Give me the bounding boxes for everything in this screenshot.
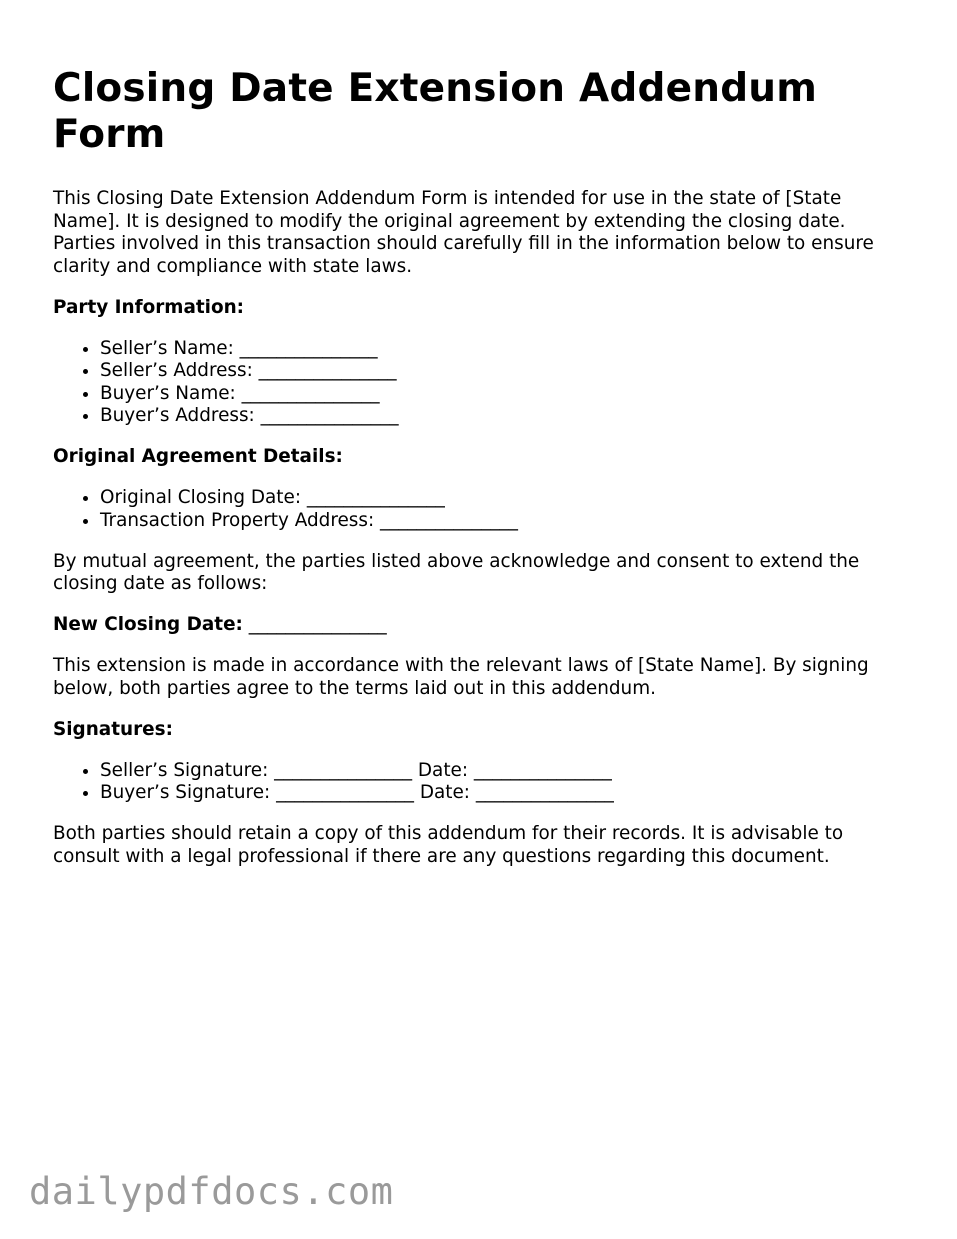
consent-paragraph: By mutual agreement, the parties listed above acknowledge and consent to extend the closing date as follows: (53, 550, 860, 594)
closing-paragraph: Both parties should retain a copy of this addendum for their records. It is advisable to consult with a legal professional if there are any questions regarding this document. (53, 823, 844, 867)
original-agreement-list (53, 487, 903, 532)
party-information-list (53, 338, 903, 428)
extension-paragraph: This extension is made in accordance with the relevant laws of [State Name]. By signing below, both parties agree to the terms laid out in this addendum. (53, 655, 869, 699)
signatures-heading: Signatures: (53, 718, 173, 740)
list-item-buyer-name: • Buyer’s Name: _______________ (100, 383, 903, 406)
signatures-list (53, 760, 903, 805)
new-closing-date-line (53, 614, 903, 637)
site-watermark: dailypdfdocs.com (29, 1170, 394, 1213)
intro-paragraph: This Closing Date Extension Addendum Form is intended for use in the state of [State Name]. It is designed to modify the original agreement by extending the closing date. Parties involved in this transaction should carefully fill in the information below to ensure clarity and compliance with state laws. (53, 188, 874, 277)
document-page (53, 66, 903, 887)
page-title: Closing Date Extension Addendum Form (53, 66, 818, 157)
list-item-seller-name: • Seller’s Name: _______________ (100, 338, 903, 361)
list-item-original-closing-date: • Original Closing Date: _______________ (100, 487, 903, 510)
list-item-buyer-signature: • Buyer’s Signature: _______________ Date: _______________ (100, 782, 903, 805)
new-closing-date-blank: _______________ (242, 614, 387, 635)
list-item-seller-address: • Seller’s Address: _______________ (100, 360, 903, 383)
list-item-buyer-address: • Buyer’s Address: _______________ (100, 405, 903, 428)
new-closing-date-label: New Closing Date: (53, 614, 243, 635)
list-item-property-address: • Transaction Property Address: _______________ (100, 510, 903, 533)
party-information-heading: Party Information: (53, 296, 245, 318)
original-agreement-heading: Original Agreement Details: (53, 446, 343, 467)
list-item-seller-signature: • Seller’s Signature: _______________ Date: _______________ (100, 760, 903, 783)
